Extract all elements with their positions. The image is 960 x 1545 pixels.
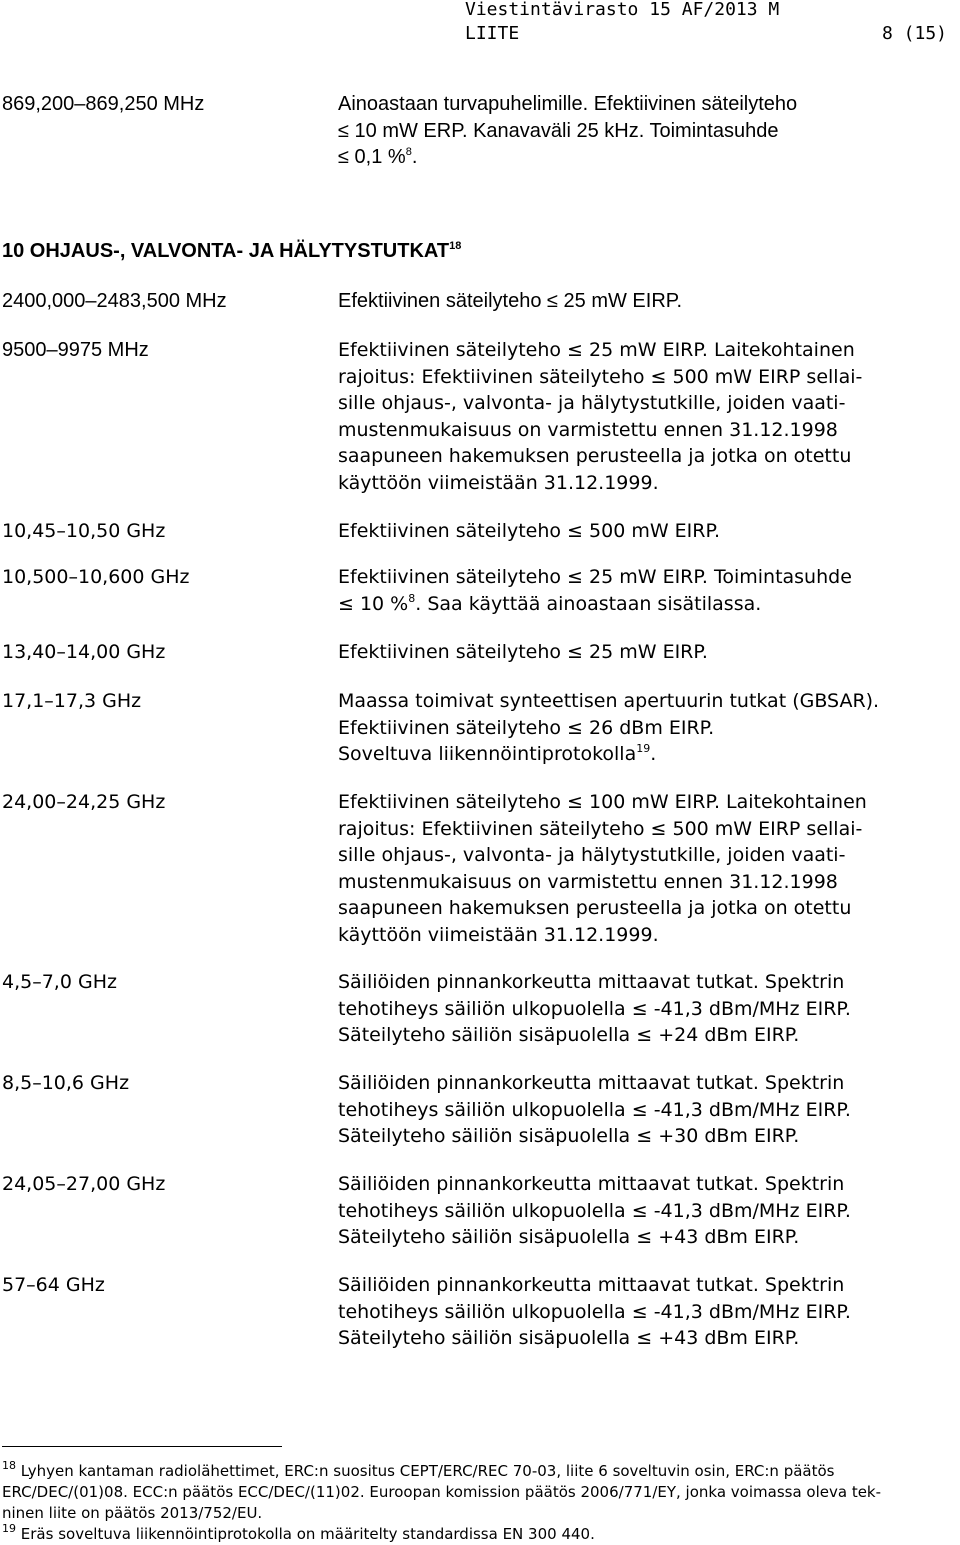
footnote-ref: 18 (449, 240, 462, 252)
footnote-text: Lyhyen kantaman radiolähettimet, ERC:n suositus CEPT/ERC/REC 70-03, liite 6 soveltuvin osin, ERC:n päätös (20, 1462, 835, 1480)
footnote-line (2, 1461, 958, 1482)
section-title: 10 OHJAUS-, VALVONTA- JA HÄLYTYSTUTKAT (2, 240, 450, 262)
description-line: Säteilyteho säiliön sisäpuolella ≤ +43 dBm EIRP. (338, 1327, 800, 1349)
frequency-range: 869,200–869,250 MHz (2, 93, 205, 115)
description-line: Efektiivinen säteilyteho ≤ 25 mW EIRP. (338, 641, 708, 663)
frequency-range: 24,00–24,25 GHz (2, 791, 166, 813)
footnote-text: Eräs soveltuva liikennöintiprotokolla on määritelty standardissa EN 300 440. (20, 1525, 595, 1543)
section-heading (2, 240, 461, 263)
description-text: ≤ 10 % (338, 592, 409, 615)
description-line: Efektiivinen säteilyteho ≤ 500 mW EIRP. (338, 520, 721, 542)
footnote (2, 1461, 958, 1524)
row-description (338, 969, 958, 1049)
description-tail: . (650, 743, 657, 765)
description-line: Efektiivinen säteilyteho ≤ 25 mW EIRP. Laitekohtainen (338, 339, 855, 361)
footnote-line: ERC/DEC/(01)08. ECC:n päätös ECC/DEC/(11)02. Euroopan komission päätös 2006/771/EY, jonka voimassa oleva tek- (2, 1483, 882, 1501)
row-description (338, 789, 958, 948)
frequency-range: 10,45–10,50 GHz (2, 520, 166, 542)
row-description (338, 91, 958, 171)
description-line: rajoitus: Efektiivinen säteilyteho ≤ 500 mW EIRP sellai- (338, 817, 863, 840)
description-line: Säiliöiden pinnankorkeutta mittaavat tutkat. Spektrin (338, 971, 845, 993)
footnote-line: ninen liite on päätös 2013/752/EU. (2, 1504, 263, 1522)
frequency-range: 24,05–27,00 GHz (2, 1173, 166, 1195)
description-line: Säteilyteho säiliön sisäpuolella ≤ +24 dBm EIRP. (338, 1024, 800, 1046)
description-text: ≤ 0,1 % (338, 146, 406, 168)
frequency-range: 17,1–17,3 GHz (2, 690, 142, 712)
row-description (338, 688, 958, 768)
description-text: Soveltuva liikennöintiprotokolla (338, 743, 637, 765)
description-line: Säiliöiden pinnankorkeutta mittaavat tutkat. Spektrin (338, 1173, 845, 1195)
footnote-ref: 8 (405, 146, 412, 158)
description-line: Säiliöiden pinnankorkeutta mittaavat tutkat. Spektrin (338, 1072, 845, 1094)
row-description (338, 1171, 958, 1251)
row-description (338, 1070, 958, 1150)
description-line: mustenmukaisuus on varmistettu ennen 31.12.1998 (338, 418, 838, 441)
description-line (338, 741, 958, 768)
frequency-range: 10,500–10,600 GHz (2, 566, 190, 588)
frequency-range: 2400,000–2483,500 MHz (2, 290, 227, 312)
row-description (338, 1272, 958, 1352)
footnote-separator (2, 1446, 282, 1447)
row-description (338, 288, 958, 315)
row-description (338, 564, 958, 617)
description-line: Efektiivinen säteilyteho ≤ 25 mW EIRP. (338, 290, 683, 312)
footnote-number: 18 (2, 1459, 16, 1472)
description-tail: . (411, 146, 418, 168)
header-annex: LIITE (465, 23, 520, 44)
description-line: Efektiivinen säteilyteho ≤ 100 mW EIRP. Laitekohtainen (338, 791, 867, 813)
description-line: sille ohjaus-, valvonta- ja hälytystutkille, joiden vaati- (338, 844, 846, 866)
description-line: tehotiheys säiliön ulkopuolella ≤ -41,3 dBm/MHz EIRP. (338, 1098, 851, 1121)
row-description (338, 337, 958, 496)
description-line: sille ohjaus-, valvonta- ja hälytystutkille, joiden vaati- (338, 392, 846, 414)
description-line: saapuneen hakemuksen perusteella ja jotka on otettu (338, 897, 852, 919)
description-line: Säteilyteho säiliön sisäpuolella ≤ +30 dBm EIRP. (338, 1125, 800, 1147)
description-line: Efektiivinen säteilyteho ≤ 25 mW EIRP. Toimintasuhde (338, 566, 852, 588)
frequency-range: 57–64 GHz (2, 1274, 105, 1296)
description-line: Maassa toimivat synteettisen apertuurin tutkat (GBSAR). (338, 690, 880, 712)
description-line: käyttöön viimeistään 31.12.1999. (338, 471, 659, 494)
description-line: saapuneen hakemuksen perusteella ja jotka on otettu (338, 445, 852, 467)
description-line: Säiliöiden pinnankorkeutta mittaavat tutkat. Spektrin (338, 1274, 845, 1296)
description-line: käyttöön viimeistään 31.12.1999. (338, 923, 659, 946)
description-line: tehotiheys säiliön ulkopuolella ≤ -41,3 dBm/MHz EIRP. (338, 997, 851, 1020)
description-line: rajoitus: Efektiivinen säteilyteho ≤ 500 mW EIRP sellai- (338, 365, 863, 388)
description-line: mustenmukaisuus on varmistettu ennen 31.12.1998 (338, 870, 838, 893)
frequency-range: 4,5–7,0 GHz (2, 971, 117, 993)
header-agency: Viestintävirasto 15 AF/2013 M (465, 0, 780, 20)
frequency-range: 8,5–10,6 GHz (2, 1072, 130, 1094)
footnote-number: 19 (2, 1522, 16, 1535)
footnote-line (2, 1524, 958, 1545)
description-line: tehotiheys säiliön ulkopuolella ≤ -41,3 dBm/MHz EIRP. (338, 1199, 851, 1222)
description-line (338, 144, 958, 171)
description-line: ≤ 10 mW ERP. Kanavaväli 25 kHz. Toimintasuhde (338, 119, 779, 142)
footnote-ref: 19 (636, 742, 651, 755)
row-description (338, 639, 958, 666)
footnote-ref: 8 (408, 591, 416, 605)
frequency-range: 9500–9975 MHz (2, 339, 149, 361)
description-line: Efektiivinen säteilyteho ≤ 26 dBm EIRP. (338, 716, 715, 739)
description-line: Säteilyteho säiliön sisäpuolella ≤ +43 dBm EIRP. (338, 1226, 800, 1248)
row-description (338, 518, 958, 545)
description-line: tehotiheys säiliön ulkopuolella ≤ -41,3 dBm/MHz EIRP. (338, 1300, 851, 1323)
header-page-number: 8 (15) (882, 23, 948, 44)
footnote (2, 1524, 958, 1545)
description-line: Ainoastaan turvapuhelimille. Efektiivinen säteilyteho (338, 93, 798, 115)
description-line (338, 591, 958, 618)
frequency-range: 13,40–14,00 GHz (2, 641, 166, 663)
description-tail: . Saa käyttää ainoastaan sisätilassa. (415, 592, 762, 615)
